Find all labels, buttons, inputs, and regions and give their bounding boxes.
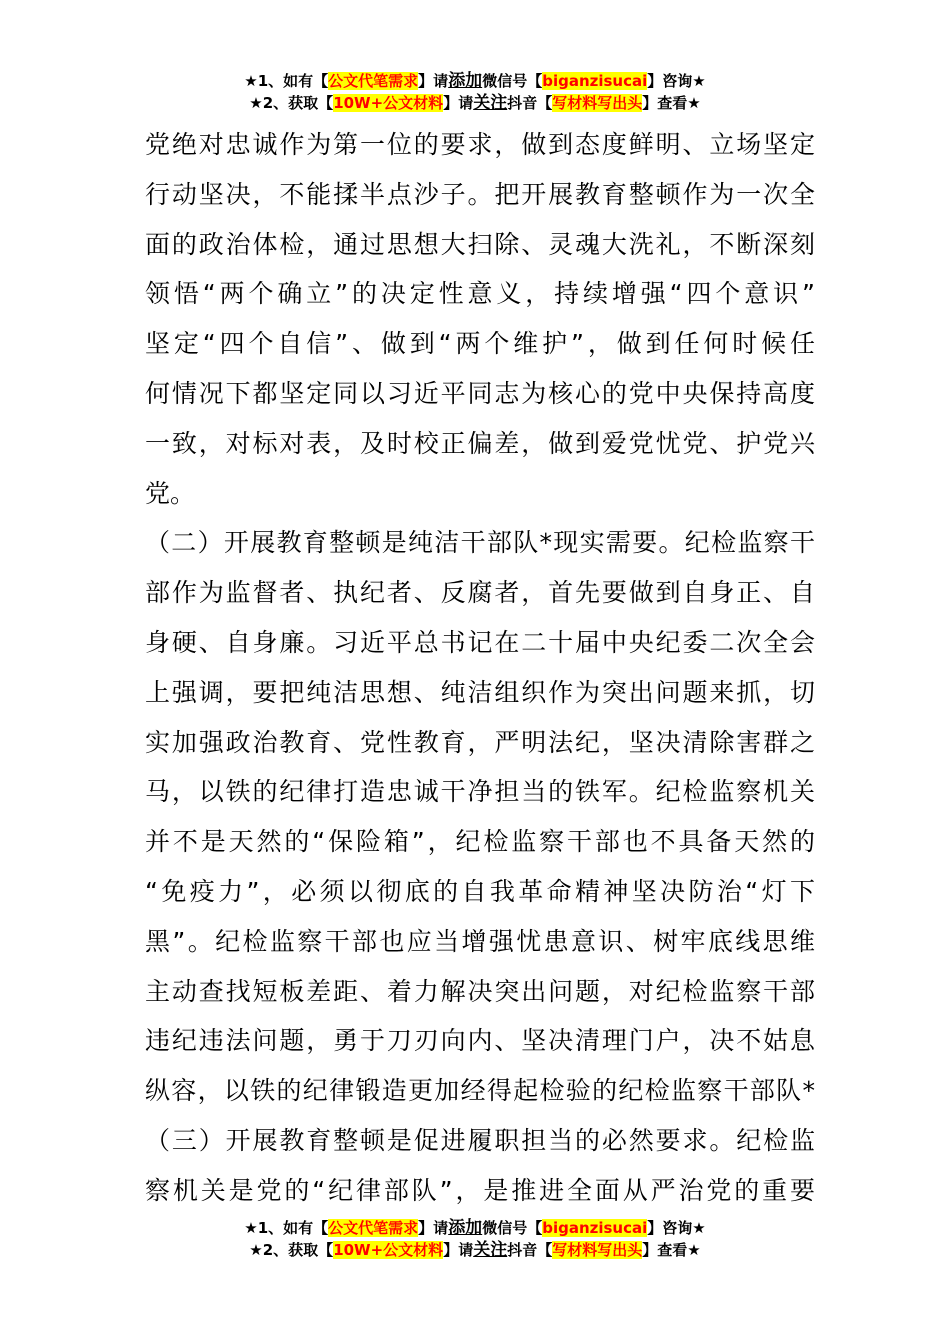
banner-text: 】请 xyxy=(443,94,474,112)
body-line: 一致，对标对表，及时校正偏差，做到爱党忧党、护党兴 xyxy=(145,428,815,458)
body-line: 纵容，以铁的纪律锻造更加经得起检验的纪检监察干部队* xyxy=(145,1076,815,1106)
banner-underline-text: 添加 xyxy=(448,71,483,91)
body-line: 上强调，要把纯洁思想、纯洁组织作为突出问题来抓，切 xyxy=(145,677,815,707)
footer-line-1 xyxy=(0,1217,950,1239)
body-line: 实加强政治教育、党性教育，严明法纪，坚决清除害群之 xyxy=(145,727,815,757)
footer-line-2 xyxy=(0,1239,950,1261)
banner-text: 】咨询★ xyxy=(647,1219,706,1237)
header-banner xyxy=(0,70,950,114)
banner-highlight: biganzisucai xyxy=(542,1219,648,1237)
body-line: 身硬、自身廉。习近平总书记在二十届中央纪委二次全会 xyxy=(145,627,815,657)
banner-text: 】咨询★ xyxy=(647,72,706,90)
banner-highlight: 公文代笔需求 xyxy=(328,1219,419,1237)
banner-text: ★1、如有【 xyxy=(244,72,329,90)
banner-highlight: 写材料写出头 xyxy=(552,1241,643,1259)
banner-text: 微信号【 xyxy=(482,1219,543,1237)
banner-highlight: 10W+公文材料 xyxy=(333,1241,444,1259)
body-line: 何情况下都坚定同以习近平同志为核心的党中央保持高度 xyxy=(145,378,815,408)
body-line: 坚定“四个自信”、做到“两个维护”，做到任何时候任 xyxy=(145,329,815,359)
footer-banner xyxy=(0,1217,950,1261)
banner-text: 】请 xyxy=(418,1219,449,1237)
body-line: 并不是天然的“保险箱”，纪检监察干部也不具备天然的 xyxy=(145,827,815,857)
banner-text: 】查看★ xyxy=(642,1241,701,1259)
body-line: 主动查找短板差距、着力解决突出问题，对纪检监察干部 xyxy=(145,976,815,1006)
banner-highlight: 写材料写出头 xyxy=(552,94,643,112)
banner-underline-text: 添加 xyxy=(448,1218,483,1238)
body-line: “免疫力”，必须以彻底的自我革命精神坚决防治“灯下 xyxy=(145,876,815,906)
body-line: 领悟“两个确立”的决定性意义，持续增强“四个意识” xyxy=(145,279,815,309)
banner-underline-text: 关注 xyxy=(473,1240,508,1260)
body-line: 违纪违法问题，勇于刀刃向内、坚决清理门户，决不姑息 xyxy=(145,1026,815,1056)
header-line-1 xyxy=(0,70,950,92)
body-line: 党绝对忠诚作为第一位的要求，做到态度鲜明、立场坚定 xyxy=(145,130,815,159)
banner-text: ★2、获取【 xyxy=(249,94,334,112)
body-line: 马，以铁的纪律打造忠诚干净担当的铁军。纪检监察机关 xyxy=(145,777,815,807)
banner-highlight: 10W+公文材料 xyxy=(333,94,444,112)
banner-underline-text: 关注 xyxy=(473,93,508,113)
body-line: （二）开展教育整顿是纯洁干部队*现实需要。纪检监察干 xyxy=(145,528,815,558)
banner-text: 】查看★ xyxy=(642,94,701,112)
header-line-2 xyxy=(0,92,950,114)
banner-highlight: biganzisucai xyxy=(542,72,648,90)
banner-highlight: 公文代笔需求 xyxy=(328,72,419,90)
banner-text: 抖音【 xyxy=(507,1241,553,1259)
body-line: 行动坚决，不能揉半点沙子。把开展教育整顿作为一次全 xyxy=(145,179,815,209)
banner-text: 抖音【 xyxy=(507,94,553,112)
document-body xyxy=(145,120,815,1216)
banner-text: 】请 xyxy=(418,72,449,90)
banner-text: ★1、如有【 xyxy=(244,1219,329,1237)
body-line: （三）开展教育整顿是促进履职担当的必然要求。纪检监 xyxy=(145,1125,815,1155)
body-line: 黑”。纪检监察干部也应当增强忧患意识、树牢底线思维 xyxy=(145,926,815,956)
banner-text: 】请 xyxy=(443,1241,474,1259)
banner-text: 微信号【 xyxy=(482,72,543,90)
body-line: 部作为监督者、执纪者、反腐者，首先要做到自身正、自 xyxy=(145,578,815,608)
banner-text: ★2、获取【 xyxy=(249,1241,334,1259)
body-line: 面的政治体检，通过思想大扫除、灵魂大洗礼，不断深刻 xyxy=(145,229,815,259)
body-line: 党。 xyxy=(145,478,196,508)
body-line: 察机关是党的“纪律部队”，是推进全面从严治党的重要 xyxy=(145,1175,815,1205)
